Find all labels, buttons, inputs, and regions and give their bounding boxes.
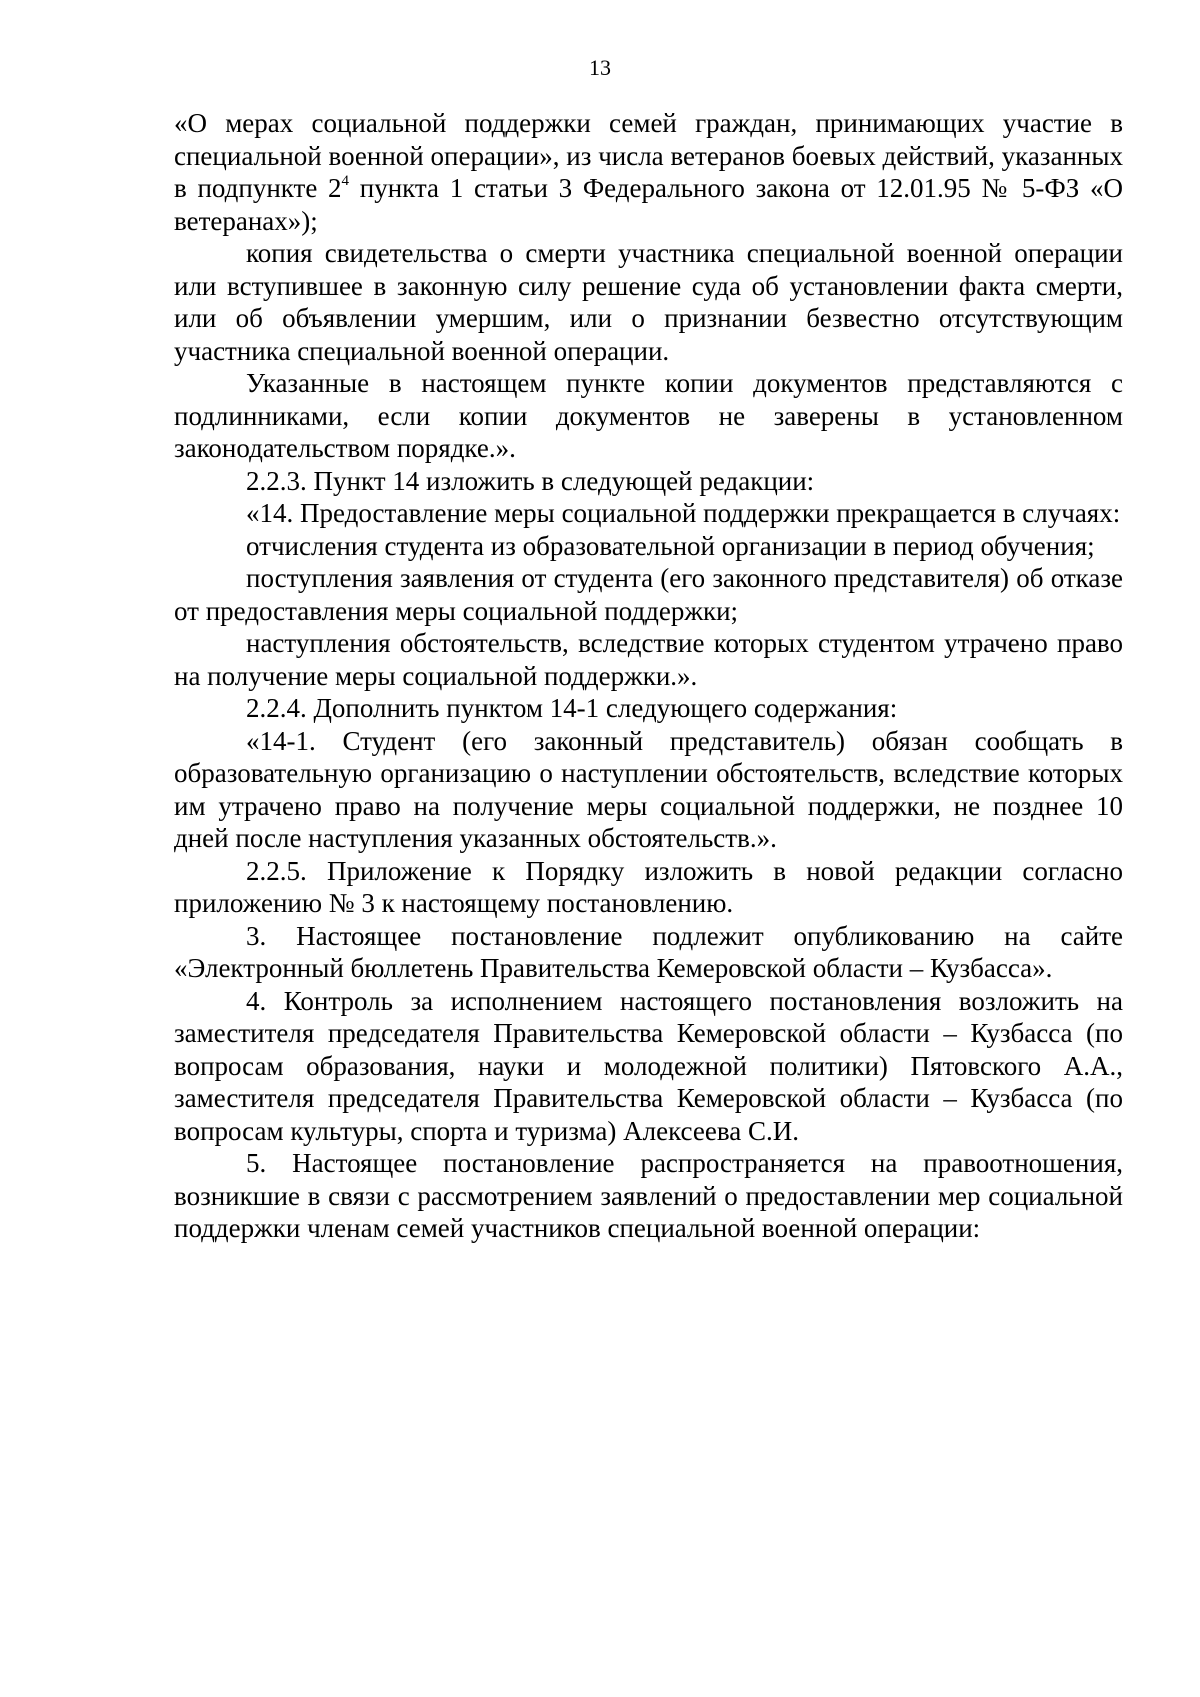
paragraph-text: «О мерах социальной поддержки семей граждан, принимающих участие в специальной военной операции», из числа ветеранов боевых действий, указанных в подпункте 2 — [174, 108, 1123, 203]
paragraph-continuation — [174, 107, 1123, 237]
paragraph-2-2-4: 2.2.4. Дополнить пунктом 14-1 следующего содержания: — [246, 693, 898, 723]
document-body — [174, 107, 1123, 1245]
paragraph-text: пункта 1 статьи 3 Федерального закона от 12.01.95 № 5-ФЗ «О ветеранах»); — [174, 173, 1123, 236]
page-number: 13 — [589, 55, 611, 80]
paragraph-copies-note: Указанные в настоящем пункте копии документов представляются с подлинниками, если копии документов не заверены в установленном законодательством порядке.». — [174, 368, 1123, 463]
paragraph-4-control: 4. Контроль за исполнением настоящего постановления возложить на заместителя председателя Правительства Кемеровской области – Кузбасса (по вопросам образования, науки и молодежной политики) Пятовского А.А., заместителя председателя Правительства Кемеровской области – Кузбасса (по вопросам культуры, спорта и туризма) Алексеева С.И. — [174, 985, 1123, 1146]
paragraph-refusal: поступления заявления от студента (его законного представителя) об отказе от предоставления меры социальной поддержки; — [174, 563, 1123, 626]
paragraph-item-14: «14. Предоставление меры социальной поддержки прекращается в случаях: — [246, 498, 1121, 528]
paragraph-2-2-5: 2.2.5. Приложение к Порядку изложить в новой редакции согласно приложению № 3 к настоящему постановлению. — [174, 855, 1123, 918]
superscript-index: 4 — [341, 173, 350, 189]
paragraph-death-certificate: копия свидетельства о смерти участника специальной военной операции или вступившее в законную силу решение суда об установлении факта смерти, или об объявлении умершим, или о признании безвестно отсутствующим участника специальной военной операции. — [174, 238, 1123, 366]
paragraph-2-2-3: 2.2.3. Пункт 14 изложить в следующей редакции: — [246, 465, 815, 496]
paragraph-3-publication: 3. Настоящее постановление подлежит опубликованию на сайте «Электронный бюллетень Правительства Кемеровской области – Кузбасса». — [174, 920, 1123, 983]
paragraph-expulsion: отчисления студента из образовательной организации в период обучения; — [246, 530, 1095, 561]
paragraph-circumstances: наступления обстоятельств, вследствие которых студентом утрачено право на получение меры социальной поддержки.». — [174, 628, 1123, 691]
paragraph-item-14-1: «14-1. Студент (его законный представитель) обязан сообщать в образовательную организацию о наступлении обстоятельств, вследствие которых им утрачено право на получение меры социальной поддержки, не позднее 10 дней после наступления указанных обстоятельств.». — [174, 725, 1123, 853]
paragraph-5-scope: 5. Настоящее постановление распространяется на правоотношения, возникшие в связи с рассмотрением заявлений о предоставлении мер социальной поддержки членам семей участников специальной военной операции: — [174, 1148, 1123, 1243]
